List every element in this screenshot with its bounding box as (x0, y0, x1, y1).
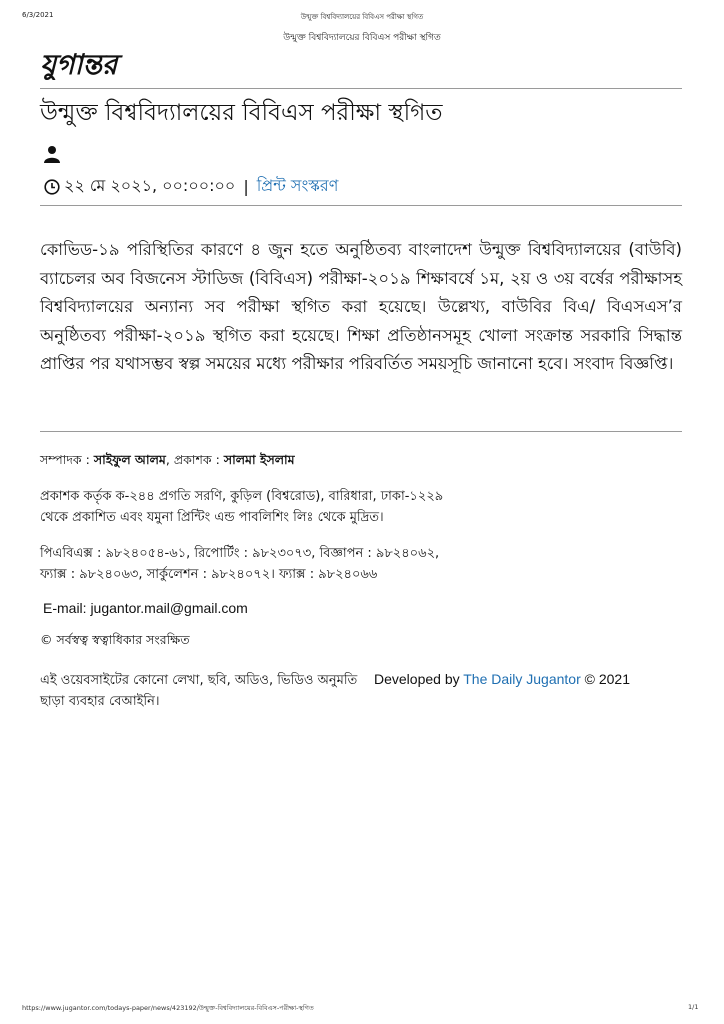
article-headline: উন্মুক্ত বিশ্ববিদ্যালয়ের বিবিএস পরীক্ষা স্থগিত (40, 100, 443, 126)
meta-separator: | (243, 177, 249, 196)
print-footer-url: https://www.jugantor.com/todays-paper/news/423192/উন্মুক্ত-বিশ্ববিদ্যালয়ের-বিবিএস-পরীক্ষা-স্থগিত (22, 1004, 314, 1012)
phone-line: পিএবিএক্স : ৯৮২৪০৫৪-৬১, রিপোর্টিং : ৯৮২৩০৭৩, বিজ্ঞাপন : ৯৮২৪০৬২, (40, 546, 440, 561)
address-line: প্রকাশক কর্তৃক ক-২৪৪ প্রগতি সরণি, কুড়িল (বিশ্বরোড), বারিধারা, ঢাকা-১২২৯ (40, 489, 444, 504)
developed-prefix: Developed by (374, 671, 464, 687)
developer-credit (374, 671, 630, 687)
article-meta (44, 173, 338, 200)
publisher-label: , প্রকাশক : (165, 452, 224, 467)
developer-link[interactable]: The Daily Jugantor (463, 671, 581, 687)
editor-label: সম্পাদক : (40, 452, 94, 467)
address-line: থেকে প্রকাশিত এবং যমুনা প্রিন্টিং এন্ড পাবলিশিং লিঃ থেকে মুদ্রিত। (40, 510, 384, 525)
contact-block (40, 543, 439, 585)
header-divider (40, 88, 682, 89)
print-date: 6/3/2021 (22, 11, 54, 19)
logo-text: যুগান্তর (40, 48, 118, 80)
page-number: 1/1 (688, 1003, 699, 1011)
jugantor-logo[interactable] (40, 48, 190, 80)
meta-divider (40, 205, 682, 206)
editor-publisher-line (40, 452, 295, 472)
clock-icon (44, 179, 60, 195)
article-body: কোভিড-১৯ পরিস্থিতির কারণে ৪ জুন হতে অনুষ্ঠিতব্য বাংলাদেশ উন্মুক্ত বিশ্ববিদ্যালয়ের (বাউবি) ব্যাচেলর অব বিজনেস স্টাডিজ (বিবিএস) পরীক্ষা-২০১৯ শিক্ষাবর্ষে ১ম, ২য় ও ৩য় বর্ষের পরীক্ষাসহ বিশ্ববিদ্যালয়ের অন্যান্য সব পরীক্ষা স্থগিত করা হয়েছে। উল্লেখ্য, বাউবির বিএ/ বিএসএস’র অনুষ্ঠিতব্য পরীক্ষা-২০১৯ স্থগিত করা হয়েছে। শিক্ষা প্রতিষ্ঠানসমূহ খোলা সংক্রান্ত সরকারি সিদ্ধান্ত প্রাপ্তির পর যথাসম্ভব স্বল্প সময়ের মধ্যে পরীক্ষার পরিবর্তিত সময়সূচি জানানো হবে। সংবাদ বিজ্ঞপ্তি। (40, 240, 682, 373)
usage-notice: এই ওয়েবসাইটের কোনো লেখা, ছবি, অডিও, ভিডিও অনুমতি ছাড়া ব্যবহার বেআইনি। (40, 673, 358, 709)
address-block (40, 486, 443, 528)
page-subtitle: উন্মুক্ত বিশ্ববিদ্যালয়ের বিবিএস পরীক্ষা স্থগিত (283, 33, 441, 43)
footer-divider (40, 431, 682, 432)
publisher-name: সালমা ইসলাম (223, 452, 295, 467)
developed-suffix: © 2021 (580, 671, 631, 687)
article-datetime: ২২ মে ২০২১, ০০:০০:০০ (64, 176, 236, 195)
phone-line: ফ্যাক্স : ৯৮২৪০৬৩, সার্কুলেশন : ৯৮২৪০৭২। ফ্যাক্স : ৯৮২৪০৬৬ (40, 567, 378, 582)
copyright-text: © সর্বস্বত্ব স্বত্বাধিকার সংরক্ষিত (40, 632, 190, 647)
user-icon (43, 145, 61, 163)
email-link[interactable]: E-mail: jugantor.mail@gmail.com (43, 600, 248, 616)
editor-name: সাইফুল আলম (93, 452, 166, 467)
print-header-title: উন্মুক্ত বিশ্ববিদ্যালয়ের বিবিএস পরীক্ষা স্থগিত (300, 13, 424, 21)
print-version-link[interactable]: প্রিন্ট সংস্করণ (256, 176, 339, 195)
